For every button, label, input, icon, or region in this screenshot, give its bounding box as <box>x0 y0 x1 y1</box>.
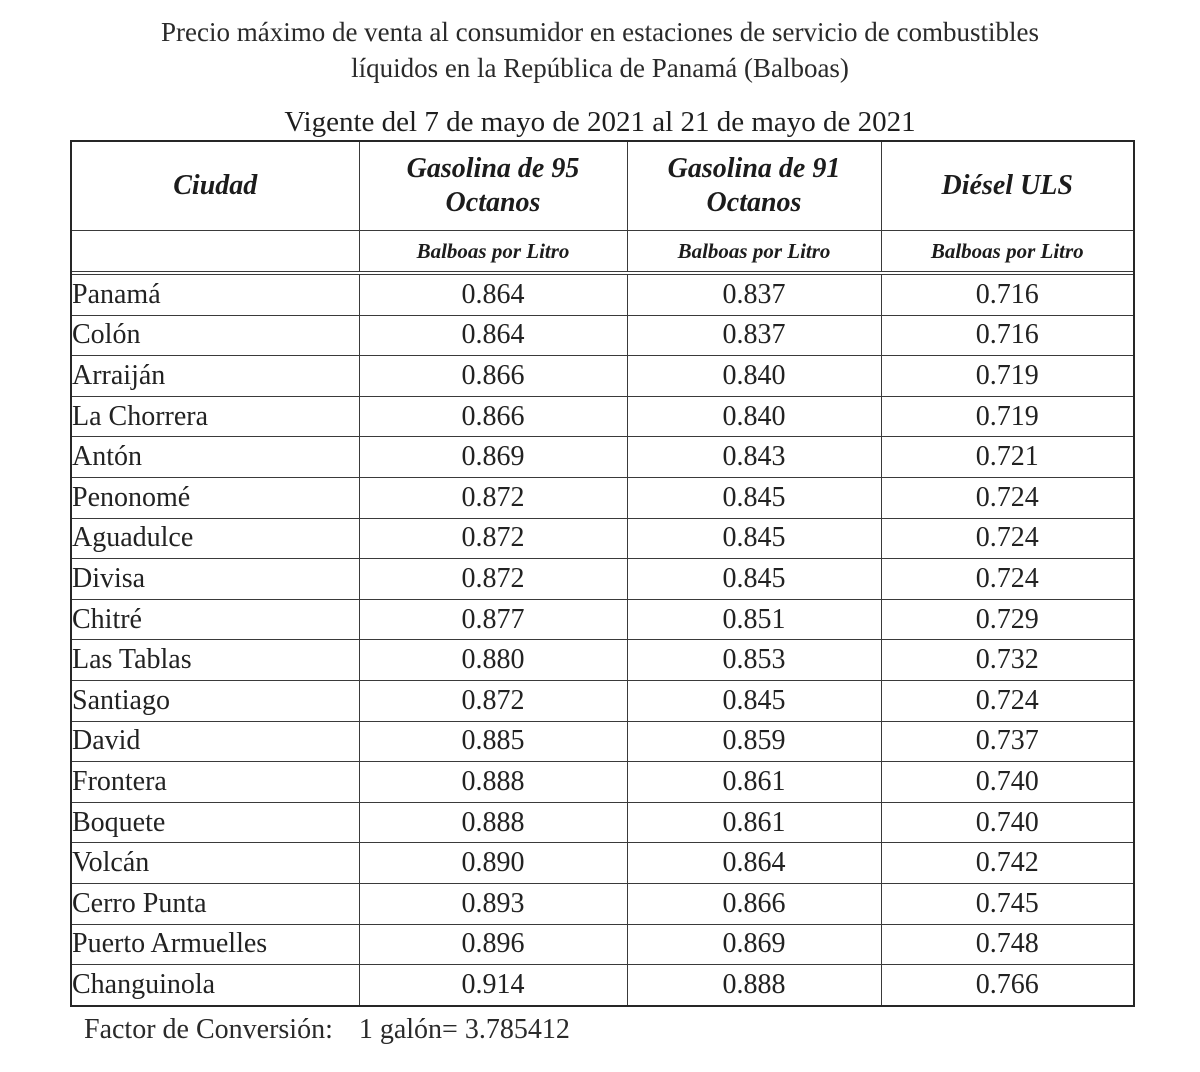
table-row <box>71 762 1134 803</box>
diesel-price-cell: 0.724 <box>881 680 1134 721</box>
gasoline-95-price-cell: 0.866 <box>359 396 627 437</box>
gasoline-91-price-cell: 0.845 <box>627 680 881 721</box>
fuel-price-table <box>70 140 1135 1007</box>
city-cell: Chitré <box>71 599 359 640</box>
gasoline-95-price-cell: 0.888 <box>359 802 627 843</box>
table-row <box>71 518 1134 559</box>
gasoline-91-price-cell: 0.837 <box>627 315 881 356</box>
gasoline-95-price-cell: 0.872 <box>359 477 627 518</box>
gasoline-91-price-cell: 0.851 <box>627 599 881 640</box>
diesel-price-cell: 0.724 <box>881 477 1134 518</box>
diesel-price-cell: 0.740 <box>881 802 1134 843</box>
unit-gasoline-91: Balboas por Litro <box>627 231 881 272</box>
city-cell: Divisa <box>71 559 359 600</box>
gasoline-91-price-cell: 0.888 <box>627 965 881 1006</box>
diesel-price-cell: 0.766 <box>881 965 1134 1006</box>
gasoline-95-price-cell: 0.888 <box>359 762 627 803</box>
document-title <box>0 14 1200 86</box>
title-line-2: líquidos en la República de Panamá (Balboas) <box>351 53 849 83</box>
city-cell: Antón <box>71 437 359 478</box>
table-row <box>71 477 1134 518</box>
gasoline-91-price-cell: 0.840 <box>627 396 881 437</box>
price-rows <box>71 275 1134 1006</box>
gasoline-91-price-cell: 0.864 <box>627 843 881 884</box>
table-row <box>71 396 1134 437</box>
table-row <box>71 640 1134 681</box>
table-row <box>71 721 1134 762</box>
city-cell: Colón <box>71 315 359 356</box>
table-row <box>71 924 1134 965</box>
conversion-factor-value: 1 galón= 3.785412 <box>358 1014 570 1045</box>
gasoline-91-price-cell: 0.843 <box>627 437 881 478</box>
table-row <box>71 883 1134 924</box>
conversion-factor-label: Factor de Conversión: <box>84 1014 333 1045</box>
gasoline-95-price-cell: 0.893 <box>359 883 627 924</box>
table-row <box>71 315 1134 356</box>
diesel-price-cell: 0.719 <box>881 356 1134 397</box>
gasoline-95-price-cell: 0.914 <box>359 965 627 1006</box>
diesel-price-cell: 0.716 <box>881 275 1134 316</box>
gasoline-91-price-cell: 0.845 <box>627 518 881 559</box>
table-row <box>71 843 1134 884</box>
unit-gasoline-95: Balboas por Litro <box>359 231 627 272</box>
gasoline-95-price-cell: 0.877 <box>359 599 627 640</box>
unit-city-empty <box>71 231 359 272</box>
title-line-1: Precio máximo de venta al consumidor en estaciones de servicio de combustibles <box>160 17 1039 47</box>
unit-diesel: Balboas por Litro <box>881 231 1134 272</box>
city-cell: Puerto Armuelles <box>71 924 359 965</box>
diesel-price-cell: 0.745 <box>881 883 1134 924</box>
gasoline-95-price-cell: 0.896 <box>359 924 627 965</box>
gasoline-91-price-cell: 0.861 <box>627 802 881 843</box>
diesel-price-cell: 0.716 <box>881 315 1134 356</box>
city-cell: Changuinola <box>71 965 359 1006</box>
table-row <box>71 802 1134 843</box>
gasoline-95-price-cell: 0.864 <box>359 275 627 316</box>
gasoline-91-price-cell: 0.845 <box>627 559 881 600</box>
diesel-price-cell: 0.737 <box>881 721 1134 762</box>
gasoline-91-price-cell: 0.861 <box>627 762 881 803</box>
header-gasoline-91-line2: Octanos <box>706 187 802 218</box>
diesel-price-cell: 0.740 <box>881 762 1134 803</box>
city-cell: David <box>71 721 359 762</box>
table-row <box>71 680 1134 721</box>
table-unit-row <box>71 231 1134 272</box>
header-city: Ciudad <box>71 141 359 231</box>
gasoline-91-price-cell: 0.853 <box>627 640 881 681</box>
gasoline-95-price-cell: 0.890 <box>359 843 627 884</box>
city-cell: Penonomé <box>71 477 359 518</box>
diesel-price-cell: 0.719 <box>881 396 1134 437</box>
table-header-row <box>71 141 1134 231</box>
gasoline-95-price-cell: 0.864 <box>359 315 627 356</box>
gasoline-95-price-cell: 0.872 <box>359 518 627 559</box>
gasoline-95-price-cell: 0.885 <box>359 721 627 762</box>
gasoline-91-price-cell: 0.845 <box>627 477 881 518</box>
gasoline-95-price-cell: 0.872 <box>359 559 627 600</box>
diesel-price-cell: 0.724 <box>881 559 1134 600</box>
header-gasoline-95-line1: Gasolina de 95 <box>406 153 580 184</box>
table-row <box>71 437 1134 478</box>
city-cell: Cerro Punta <box>71 883 359 924</box>
gasoline-95-price-cell: 0.869 <box>359 437 627 478</box>
header-gasoline-91-line1: Gasolina de 91 <box>667 153 841 184</box>
city-cell: Las Tablas <box>71 640 359 681</box>
city-cell: Boquete <box>71 802 359 843</box>
city-cell: Volcán <box>71 843 359 884</box>
city-cell: Aguadulce <box>71 518 359 559</box>
table-row <box>71 356 1134 397</box>
table-row <box>71 275 1134 316</box>
header-diesel: Diésel ULS <box>881 141 1134 231</box>
gasoline-91-price-cell: 0.859 <box>627 721 881 762</box>
gasoline-95-price-cell: 0.866 <box>359 356 627 397</box>
diesel-price-cell: 0.724 <box>881 518 1134 559</box>
city-cell: Frontera <box>71 762 359 803</box>
conversion-factor <box>84 1014 570 1046</box>
gasoline-91-price-cell: 0.840 <box>627 356 881 397</box>
gasoline-91-price-cell: 0.837 <box>627 275 881 316</box>
gasoline-95-price-cell: 0.872 <box>359 680 627 721</box>
table-row <box>71 965 1134 1006</box>
city-cell: Arraiján <box>71 356 359 397</box>
header-gasoline-95 <box>359 141 627 231</box>
diesel-price-cell: 0.732 <box>881 640 1134 681</box>
gasoline-91-price-cell: 0.866 <box>627 883 881 924</box>
table-row <box>71 599 1134 640</box>
header-gasoline-95-line2: Octanos <box>445 187 541 218</box>
diesel-price-cell: 0.742 <box>881 843 1134 884</box>
city-cell: La Chorrera <box>71 396 359 437</box>
table-row <box>71 559 1134 600</box>
diesel-price-cell: 0.721 <box>881 437 1134 478</box>
diesel-price-cell: 0.748 <box>881 924 1134 965</box>
header-gasoline-91 <box>627 141 881 231</box>
city-cell: Panamá <box>71 275 359 316</box>
validity-period: Vigente del 7 de mayo de 2021 al 21 de mayo de 2021 <box>284 106 916 138</box>
city-cell: Santiago <box>71 680 359 721</box>
gasoline-91-price-cell: 0.869 <box>627 924 881 965</box>
diesel-price-cell: 0.729 <box>881 599 1134 640</box>
gasoline-95-price-cell: 0.880 <box>359 640 627 681</box>
